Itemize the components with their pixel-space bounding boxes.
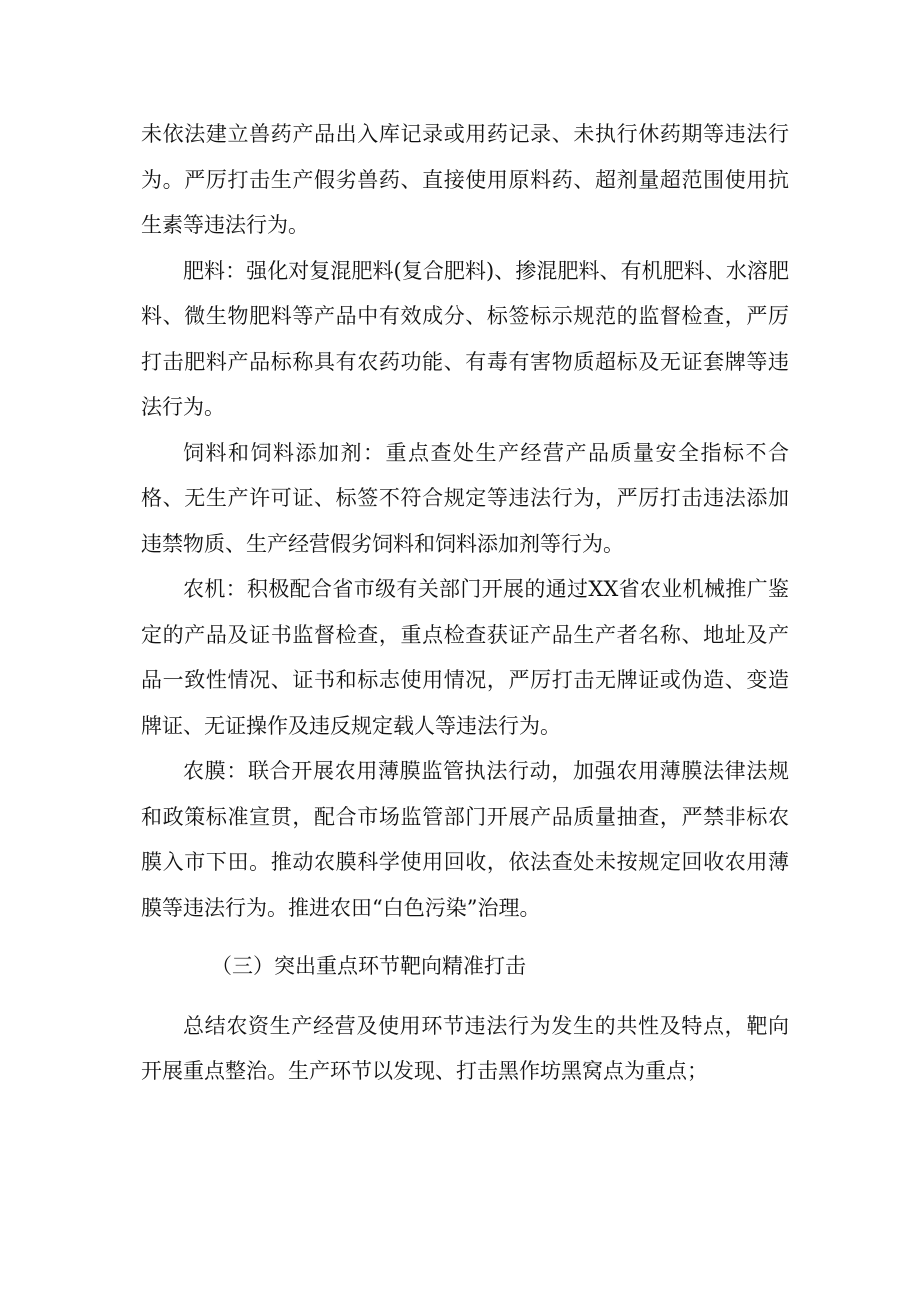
paragraph-agricultural-film: 农膜：联合开展农用薄膜监管执法行动，加强农用薄膜法律法规和政策标准宣贯，配合市场监管部门开展产品质量抽查，严禁非标农膜入市下田。推动农膜科学使用回收，依法查处未按规定回收农用薄膜等违法行为。推进农田“白色污染”治理。 (141, 759, 789, 920)
paragraph-agricultural-machinery: 农机：积极配合省市级有关部门开展的通过XX省农业机械推广鉴定的产品及证书监督检查，重点检查获证产品生产者名称、地址及产品一致性情况、证书和标志使用情况，严厉打击无牌证或伪造、变造牌证、无证操作及违反规定载人等违法行为。 (141, 577, 789, 738)
paragraph-fertilizer: 肥料：强化对复混肥料(复合肥料)、掺混肥料、有机肥料、水溶肥料、微生物肥料等产品中有效成分、标签标示规范的监督检查，严厉打击肥料产品标称具有农药功能、有毒有害物质超标及无证套牌等违法行为。 (141, 258, 789, 419)
section-heading: （三）突出重点环节靶向精准打击 (211, 954, 526, 978)
paragraph-key-links: 总结农资生产经营及使用环节违法行为发生的共性及特点，靶向开展重点整治。生产环节以发现、打击黑作坊黑窝点为重点； (141, 1013, 789, 1083)
paragraph-veterinary-drugs: 未依法建立兽药产品出入库记录或用药记录、未执行休药期等违法行为。严厉打击生产假劣兽药、直接使用原料药、超剂量超范围使用抗生素等违法行为。 (141, 122, 789, 237)
paragraph-feed-additives: 饲料和饲料添加剂：重点查处生产经营产品质量安全指标不合格、无生产许可证、标签不符合规定等违法行为，严厉打击违法添加违禁物质、生产经营假劣饲料和饲料添加剂等行为。 (141, 440, 789, 556)
document-body (141, 112, 789, 1095)
